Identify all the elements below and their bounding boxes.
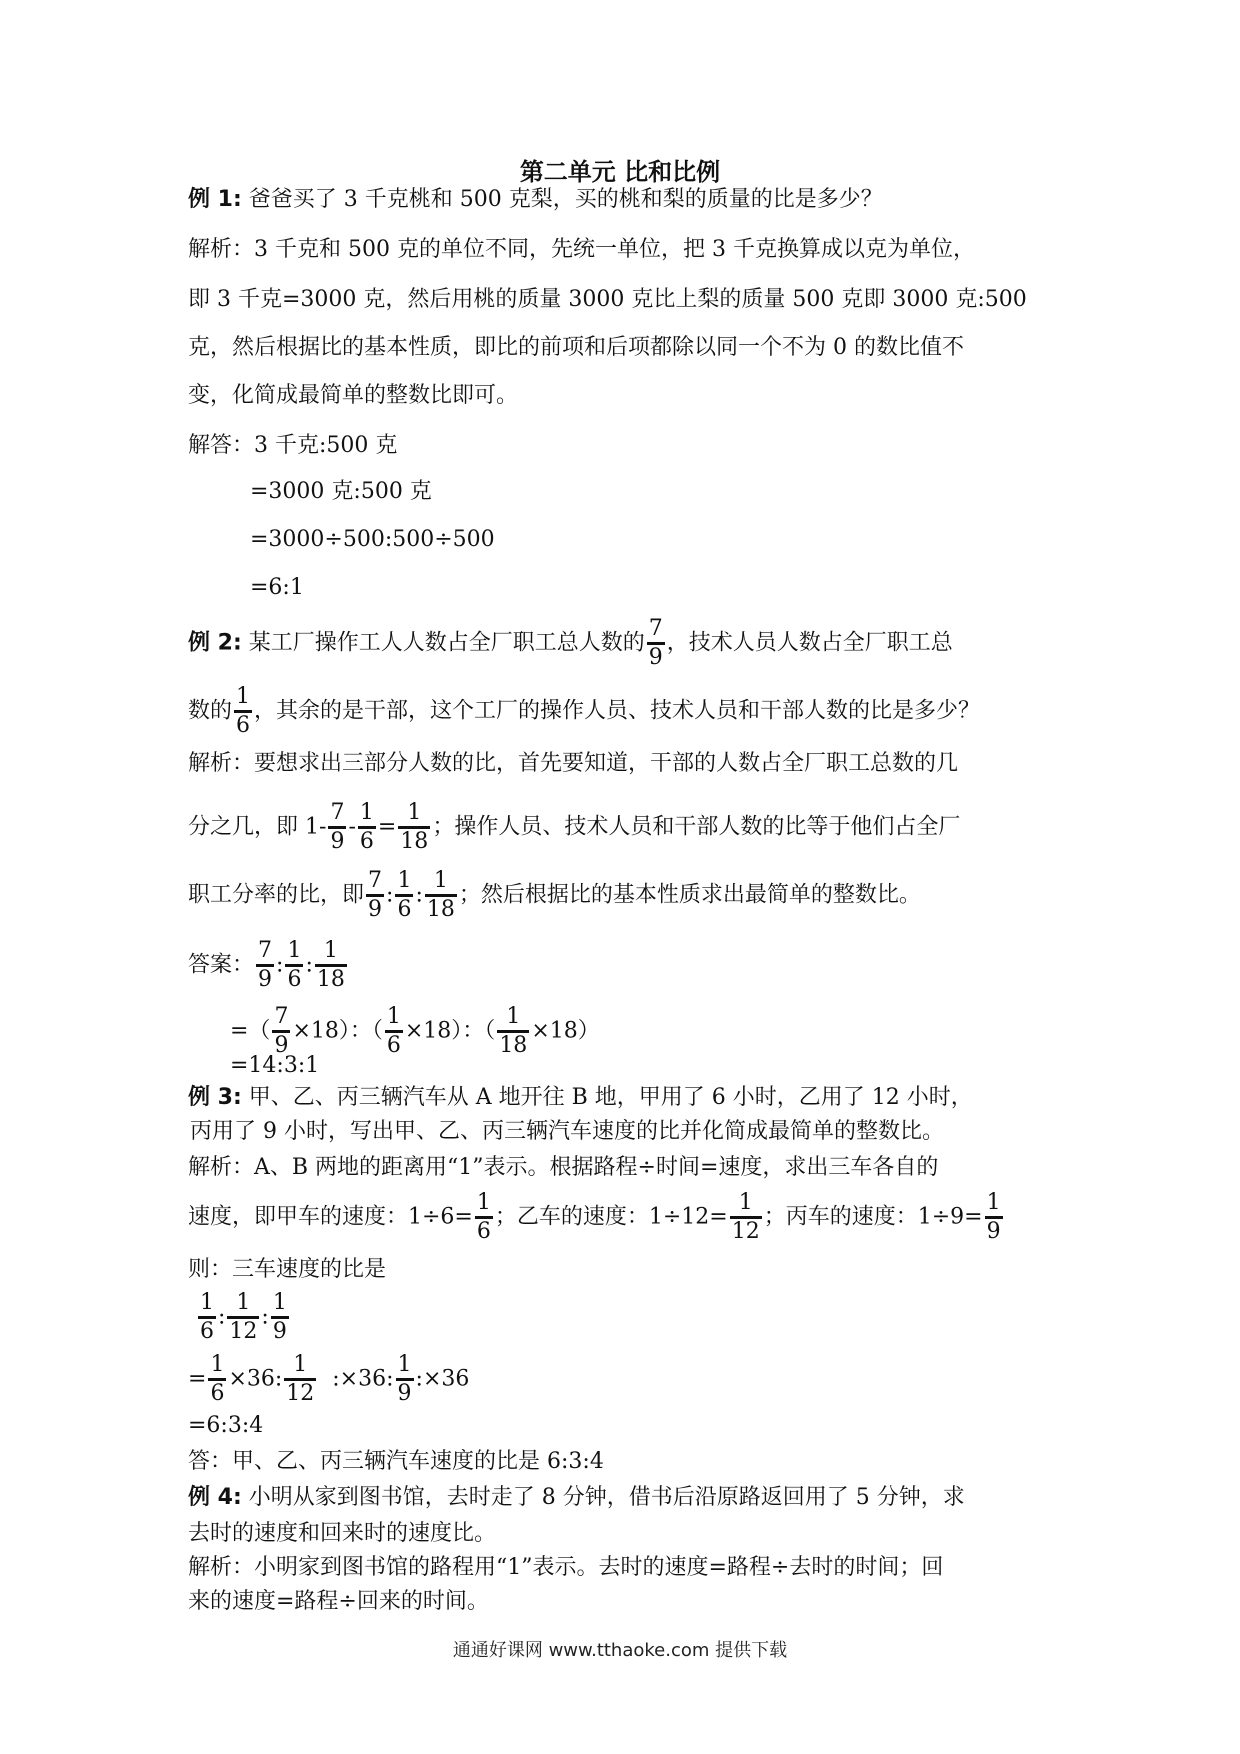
fraction-7-9	[366, 870, 384, 921]
ex1-analysis-line: 克，然后根据比的基本性质，即比的前项和后项都除以同一个不为 0 的数比值不	[188, 335, 964, 360]
text: ；然后根据比的基本性质求出最简单的整数比。	[458, 882, 921, 908]
numerator: 1	[397, 1352, 412, 1377]
fraction-1-6	[385, 1006, 403, 1057]
numerator: 7	[648, 616, 663, 641]
text: ；操作人员、技术人员和干部人数的比等于他们占全厂	[432, 814, 961, 840]
ex2-answer-line2	[230, 1006, 600, 1057]
denominator: 18	[316, 967, 345, 992]
footer-watermark: 通通好课网 www.tthaoke.com 提供下载	[452, 1640, 788, 1661]
numerator: 1	[236, 684, 251, 709]
ex1-answer-step: 3 千克:500 克	[254, 433, 398, 458]
colon: :	[386, 882, 394, 908]
equals: =	[188, 1366, 207, 1392]
ex3-label: 例 3:	[188, 1085, 242, 1110]
fraction-1-12	[284, 1354, 316, 1405]
fraction-1-6	[234, 686, 252, 737]
ex2-analysis-line2	[188, 802, 960, 853]
text: 速度，即甲车的速度：1÷6=	[188, 1204, 473, 1230]
text: ×18）：（	[292, 1018, 383, 1044]
fraction-1-9	[985, 1192, 1003, 1243]
text: 小明从家到图书馆，去时走了 8 分钟，借书后沿原路返回用了 5 分钟，求	[248, 1485, 965, 1510]
numerator: 1	[323, 938, 338, 963]
ex1-question	[188, 186, 883, 214]
ex3-analysis-line3: 则：三车速度的比是	[188, 1257, 387, 1282]
ex4-analysis-line1: 解析：小明家到图书馆的路程用“1”表示。去时的速度=路程÷去时的时间；回	[188, 1555, 944, 1580]
numerator: 1	[200, 1290, 214, 1315]
ex2-q1-text-end: ，技术人员人数占全厂职工总	[666, 630, 953, 656]
text: ；乙车的速度：1÷12=	[494, 1204, 728, 1230]
ex4-label: 例 4:	[188, 1485, 242, 1510]
ex3-analysis-line1: 解析：A、B 两地的距离用“1”表示。根据路程÷时间=速度，求出三车各自的	[188, 1155, 939, 1180]
text: ×18）：（	[404, 1018, 496, 1044]
numerator: 1	[433, 868, 448, 893]
ex3-answer: 答：甲、乙、丙三辆汽车速度的比是 6:3:4	[188, 1449, 604, 1474]
numerator: 1	[986, 1190, 1001, 1215]
numerator: 7	[274, 1004, 289, 1029]
denominator: 9	[330, 829, 345, 854]
numerator: 1	[293, 1352, 308, 1377]
denominator: 6	[236, 713, 251, 738]
denominator: 9	[986, 1219, 1001, 1244]
colon: :	[276, 952, 284, 978]
fraction-1-9	[396, 1354, 414, 1405]
fraction-1-6	[198, 1292, 216, 1343]
page-title: 第二单元 比和比例	[519, 158, 721, 186]
ex1-label: 例 1:	[188, 187, 242, 212]
ex1-answer-step: =6:1	[250, 575, 304, 600]
ex1-analysis-line: 变，化简成最简单的整数比即可。	[188, 383, 519, 408]
denominator: 18	[400, 829, 429, 854]
numerator: 7	[258, 938, 273, 963]
fraction-1-6	[395, 870, 413, 921]
text: ×36:	[228, 1366, 283, 1392]
numerator: 1	[476, 1190, 491, 1215]
fraction-1-12	[227, 1292, 259, 1343]
ex4-question-line2: 去时的速度和回来时的速度比。	[188, 1521, 497, 1546]
denominator: 9	[648, 645, 663, 670]
denominator: 12	[229, 1319, 258, 1344]
fraction-7-9	[272, 1006, 290, 1057]
ex2-q2-text-end: ，其余的是干部，这个工厂的操作人员、技术人员和干部人数的比是多少？	[254, 698, 981, 724]
numerator: 1	[386, 1004, 401, 1029]
ex2-q1-text: 某工厂操作工人人数占全厂职工总人数的	[248, 630, 645, 656]
fraction-1-6	[358, 802, 376, 853]
colon: :	[415, 882, 423, 908]
numerator: 1	[210, 1352, 225, 1377]
ex2-answer-line1	[188, 940, 349, 991]
denominator: 9	[258, 967, 273, 992]
ex1-answer	[188, 432, 397, 460]
ex2-question-line2	[188, 686, 980, 737]
numerator: 7	[330, 800, 345, 825]
numerator: 1	[397, 868, 412, 893]
text: 分之几，即 1-	[188, 814, 327, 840]
ex1-question-text: 爸爸买了 3 千克桃和 500 克梨，买的桃和梨的质量的比是多少？	[248, 187, 883, 212]
fraction-1-18	[398, 802, 430, 853]
ex2-label: 例 2:	[188, 630, 242, 656]
ex2-q2-text: 数的	[188, 698, 233, 724]
denominator: 6	[397, 897, 412, 922]
denominator: 6	[287, 967, 302, 992]
fraction-1-9	[271, 1292, 289, 1343]
fraction-1-18	[315, 940, 347, 991]
ex1-answer-label: 解答：	[188, 433, 255, 458]
ex3-ratio	[196, 1292, 291, 1343]
fraction-7-9	[256, 940, 274, 991]
numerator: 1	[236, 1290, 251, 1315]
denominator: 9	[368, 897, 383, 922]
ex2-analysis-line3	[188, 870, 921, 921]
denominator: 9	[274, 1033, 289, 1058]
ex1-analysis-line: 解析：3 千克和 500 克的单位不同，先统一单位，把 3 千克换算成以克为单位，	[188, 237, 975, 262]
text: =（	[230, 1018, 271, 1044]
ex3-analysis-line2	[188, 1192, 1005, 1243]
numerator: 1	[287, 938, 302, 963]
fraction-7-9	[647, 618, 665, 669]
numerator: 1	[359, 800, 374, 825]
ex3-question-line2: 丙用了 9 小时，写出甲、乙、丙三辆汽车速度的比并化简成最简单的整数比。	[190, 1119, 944, 1144]
ex1-answer-step: =3000 克:500 克	[250, 479, 432, 504]
denominator: 12	[731, 1219, 760, 1244]
colon: :	[305, 952, 313, 978]
denominator: 12	[286, 1381, 315, 1406]
denominator: 9	[272, 1319, 287, 1344]
numerator: 1	[506, 1004, 521, 1029]
denominator: 6	[359, 829, 374, 854]
denominator: 18	[426, 897, 455, 922]
ex3-ratio-step	[188, 1354, 469, 1405]
fraction-1-6	[475, 1192, 493, 1243]
fraction-1-6	[285, 940, 303, 991]
denominator: 6	[386, 1033, 401, 1058]
ex1-answer-step: =3000÷500:500÷500	[250, 527, 495, 552]
ex2-result: =14:3:1	[230, 1053, 320, 1078]
denominator: 9	[397, 1381, 412, 1406]
ex2-question-line1	[188, 618, 953, 669]
fraction-7-9	[328, 802, 346, 853]
ex3-question-line1	[188, 1084, 973, 1112]
denominator: 6	[210, 1381, 225, 1406]
text: 甲、乙、丙三辆汽车从 A 地开往 B 地，甲用了 6 小时，乙用了 12 小时，	[248, 1085, 973, 1110]
text: :×36	[415, 1366, 470, 1392]
text: ；丙车的速度：1÷9=	[763, 1204, 983, 1230]
denominator: 18	[499, 1033, 528, 1058]
fraction-1-12	[730, 1192, 762, 1243]
ex2-answer-label: 答案：	[188, 952, 255, 978]
colon: :	[218, 1304, 226, 1330]
fraction-1-18	[425, 870, 457, 921]
numerator: 1	[407, 800, 422, 825]
fraction-1-18	[497, 1006, 529, 1057]
ex2-analysis-line1: 解析：要想求出三部分人数的比，首先要知道，干部的人数占全厂职工总数的几	[188, 751, 959, 776]
denominator: 6	[200, 1319, 214, 1344]
colon: :	[261, 1304, 269, 1330]
numerator: 1	[738, 1190, 753, 1215]
equals: =	[377, 814, 397, 840]
fraction-1-6	[208, 1354, 226, 1405]
text: :×36:	[318, 1366, 394, 1392]
ex1-analysis-line: 即 3 千克=3000 克，然后用桃的质量 3000 克比上梨的质量 500 克即 3000 克:500	[188, 287, 1027, 312]
ex3-result: =6:3:4	[188, 1413, 264, 1438]
ex4-analysis-line2: 来的速度=路程÷回来的时间。	[188, 1589, 489, 1614]
numerator: 1	[272, 1290, 287, 1315]
ex4-question-line1	[188, 1484, 965, 1512]
text: ×18）	[531, 1018, 600, 1044]
text: 职工分率的比，即	[188, 882, 365, 908]
denominator: 6	[476, 1219, 491, 1244]
numerator: 7	[368, 868, 383, 893]
minus: -	[348, 814, 356, 840]
